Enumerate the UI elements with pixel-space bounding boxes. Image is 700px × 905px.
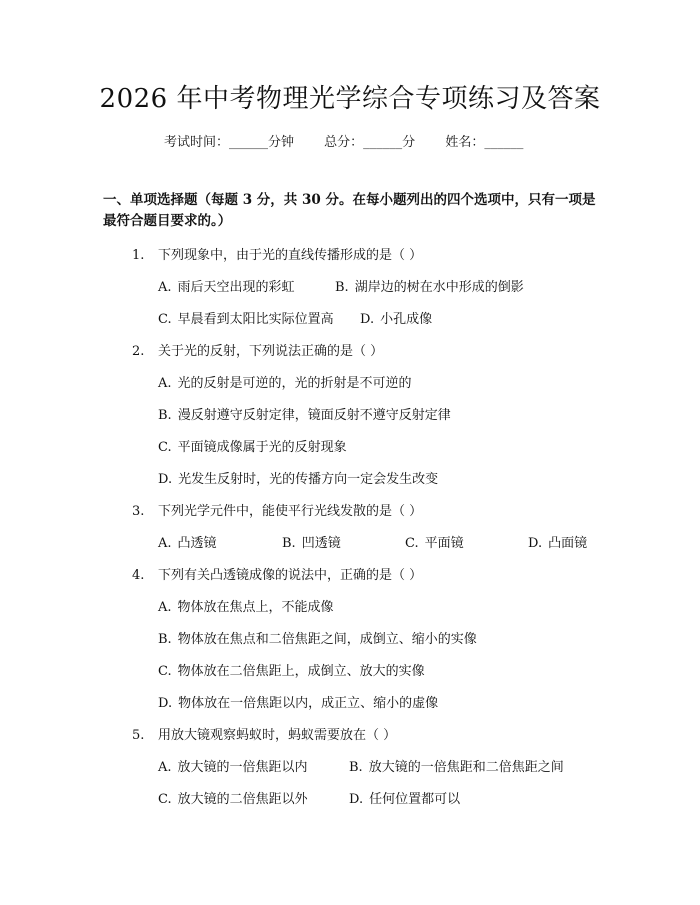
question-2-option-a: A. 光的反射是可逆的，光的折射是不可逆的 [158, 376, 412, 391]
question-text: 下列光学元件中，能使平行光线发散的是（ ） [158, 504, 423, 519]
question-5-option-d: D. 任何位置都可以 [349, 792, 461, 807]
question-1-option-b: B. 湖岸边的树在水中形成的倒影 [335, 280, 524, 295]
question-4-option-a: A. 物体放在焦点上，不能成像 [158, 600, 334, 615]
question-2-option-b: B. 漫反射遵守反射定律，镜面反射不遵守反射定律 [158, 408, 451, 423]
total-score-field: 总分：______分 [324, 135, 416, 150]
question-3-option-d: D. 凸面镜 [528, 536, 588, 551]
question-5-option-c: C. 放大镜的二倍焦距以外 [158, 792, 308, 807]
question-5 [132, 724, 396, 743]
question-5-option-b: B. 放大镜的一倍焦距和二倍焦距之间 [349, 760, 564, 775]
question-text: 下列现象中，由于光的直线传播形成的是（ ） [158, 248, 423, 263]
question-4-option-c: C. 物体放在二倍焦距上，成倒立、放大的实像 [158, 664, 425, 679]
question-number: 5. [132, 728, 145, 743]
question-3-option-c: C. 平面镜 [405, 536, 464, 551]
question-5-option-a: A. 放大镜的一倍焦距以内 [158, 760, 308, 775]
question-text: 下列有关凸透镜成像的说法中，正确的是（ ） [158, 568, 423, 583]
exam-info [164, 131, 549, 150]
question-1-option-a: A. 雨后天空出现的彩虹 [158, 280, 295, 295]
question-2-option-d: D. 光发生反射时，光的传播方向一定会发生改变 [158, 472, 439, 487]
exam-time-field: 考试时间：______分钟 [164, 135, 295, 150]
question-1-option-d: D. 小孔成像 [360, 312, 433, 327]
question-4-option-b: B. 物体放在焦点和二倍焦距之间，成倒立、缩小的实像 [158, 632, 477, 647]
question-1-option-c: C. 早晨看到太阳比实际位置高 [158, 312, 334, 327]
question-3-option-b: B. 凹透镜 [282, 536, 341, 551]
question-text: 关于光的反射，下列说法正确的是（ ） [158, 344, 384, 359]
question-1 [132, 244, 422, 263]
question-2 [132, 340, 383, 359]
question-4-option-d: D. 物体放在一倍焦距以内，成正立、缩小的虚像 [158, 696, 439, 711]
question-2-option-c: C. 平面镜成像属于光的反射现象 [158, 440, 347, 455]
section-heading: 一、单项选择题（每题 3 分，共 30 分。在每小题列出的四个选项中，只有一项是最符合题目要求的。） [103, 192, 596, 229]
document-title: 2026 年中考物理光学综合专项练习及答案 [99, 84, 601, 114]
question-number: 2. [132, 344, 145, 359]
student-name-field: 姓名：______ [445, 135, 524, 150]
question-number: 1. [132, 248, 145, 263]
question-3-option-a: A. 凸透镜 [158, 536, 217, 551]
question-4 [132, 564, 422, 583]
question-number: 4. [132, 568, 145, 583]
question-text: 用放大镜观察蚂蚁时，蚂蚁需要放在（ ） [158, 728, 397, 743]
question-number: 3. [132, 504, 145, 519]
question-3 [132, 500, 422, 519]
